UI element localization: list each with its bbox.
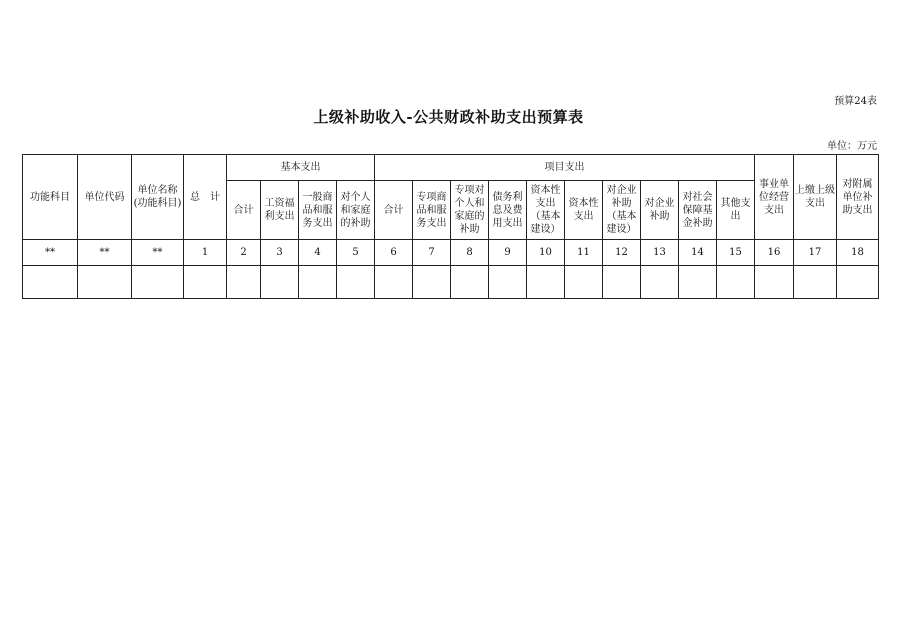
header-business: 事业单位经营支出 [755,155,794,240]
data-cell [489,266,527,299]
data-cell [261,266,299,299]
budget-table [22,154,879,299]
index-cell: 3 [261,240,299,266]
index-cell: ** [23,240,78,266]
header-func-subject: 功能科目 [23,155,78,240]
header-unit-code: 单位代码 [78,155,132,240]
header-project-col: 对企业补助（基本建设） [603,181,641,240]
index-cell: 1 [184,240,227,266]
header-basic-col: 工资福利支出 [261,181,299,240]
index-cell: 18 [837,240,879,266]
data-cell [23,266,78,299]
data-cell [565,266,603,299]
index-cell: 9 [489,240,527,266]
page-title: 上级补助收入-公共财政补助支出预算表 [313,108,584,126]
index-cell: 15 [717,240,755,266]
index-cell: 14 [679,240,717,266]
data-cell [132,266,184,299]
data-cell [603,266,641,299]
header-basic-col: 合计 [227,181,261,240]
index-cell: ** [132,240,184,266]
header-basic-col: 一般商品和服务支出 [299,181,337,240]
index-cell: 10 [527,240,565,266]
header-project-col: 资本性支出 [565,181,603,240]
index-cell: 5 [337,240,375,266]
header-project-col: 对社会保障基金补助 [679,181,717,240]
index-cell: 2 [227,240,261,266]
header-upper: 上缴上级支出 [794,155,837,240]
data-cell [679,266,717,299]
index-cell: 4 [299,240,337,266]
index-row [23,240,879,266]
index-cell: 11 [565,240,603,266]
header-subsidiary: 对附属单位补助支出 [837,155,879,240]
data-cell [794,266,837,299]
index-cell: 16 [755,240,794,266]
index-cell: 13 [641,240,679,266]
index-cell: 8 [451,240,489,266]
header-total: 总 计 [184,155,227,240]
header-project-col: 债务利息及费用支出 [489,181,527,240]
form-number: 预算24表 [834,96,877,107]
table-row [23,266,879,299]
data-cell [299,266,337,299]
header-unit-name: 单位名称(功能科目) [132,155,184,240]
header-project-col: 对企业补助 [641,181,679,240]
header-project-col: 其他支出 [717,181,755,240]
index-cell: ** [78,240,132,266]
data-cell [375,266,413,299]
data-cell [451,266,489,299]
index-cell: 6 [375,240,413,266]
header-basic-group: 基本支出 [227,155,375,181]
data-cell [837,266,879,299]
data-cell [184,266,227,299]
data-cell [755,266,794,299]
unit-label: 单位：万元 [827,141,877,152]
header-project-col: 资本性支出（基本建设） [527,181,565,240]
data-cell [337,266,375,299]
header-project-col: 合计 [375,181,413,240]
data-cell [78,266,132,299]
index-cell: 17 [794,240,837,266]
header-project-col: 专项商品和服务支出 [413,181,451,240]
header-project-col: 专项对个人和家庭的补助 [451,181,489,240]
data-cell [641,266,679,299]
data-cell [227,266,261,299]
data-cell [717,266,755,299]
index-cell: 7 [413,240,451,266]
data-cell [527,266,565,299]
index-cell: 12 [603,240,641,266]
data-cell [413,266,451,299]
header-basic-col: 对个人和家庭的补助 [337,181,375,240]
header-project-group: 项目支出 [375,155,755,181]
